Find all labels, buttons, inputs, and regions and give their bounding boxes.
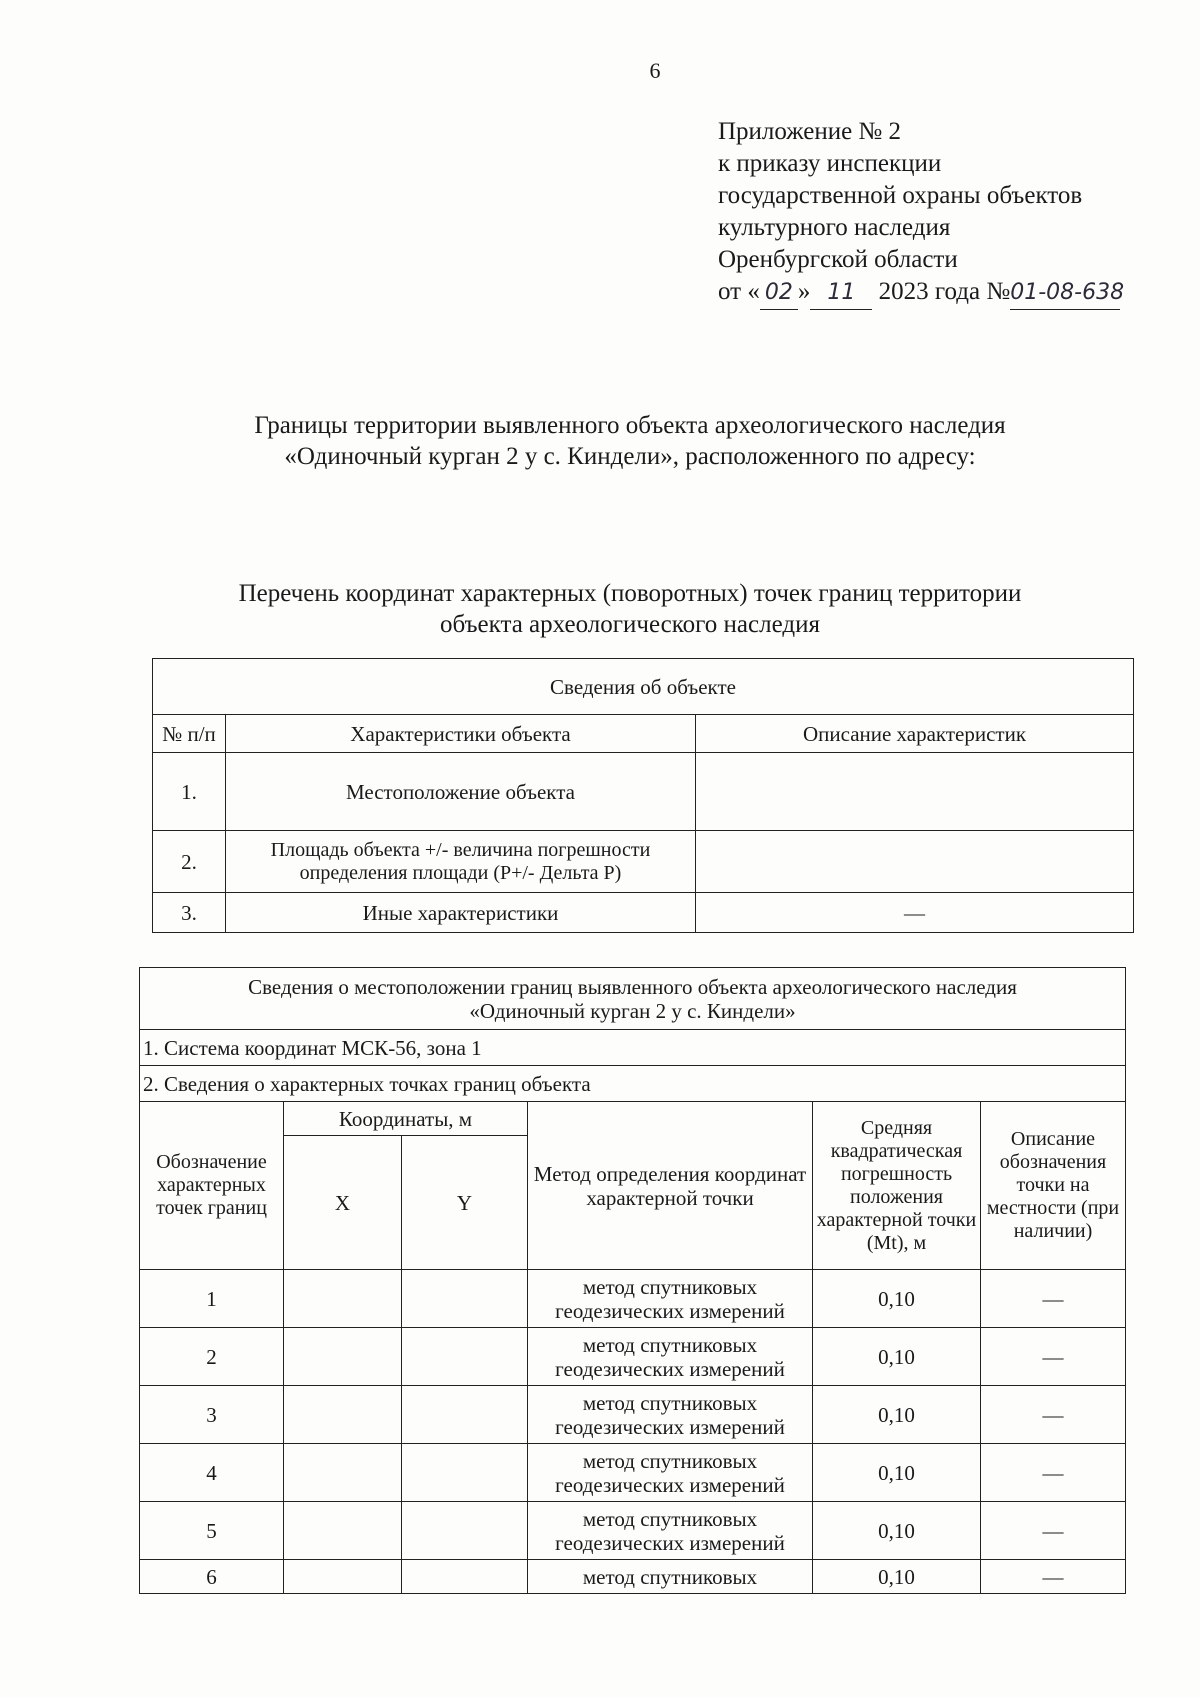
row-num: 2. (153, 831, 226, 893)
list-title-line: объекта археологического наследия (440, 611, 820, 638)
header-method: Метод определения координат характерной точки (528, 1102, 813, 1270)
point-description: — (981, 1270, 1126, 1328)
table-row (140, 1270, 1126, 1328)
point-error: 0,10 (813, 1270, 981, 1328)
row-desc (696, 831, 1134, 893)
point-id: 3 (140, 1386, 284, 1444)
object-info-table (152, 658, 1134, 933)
header-description: Описание характеристик (696, 715, 1134, 753)
point-description: — (981, 1444, 1126, 1502)
point-error: 0,10 (813, 1328, 981, 1386)
point-description: — (981, 1560, 1126, 1594)
document-title-line: «Одиночный курган 2 у с. Киндели», расположенного по адресу: (284, 443, 976, 470)
list-title-line: Перечень координат характерных (поворотных) точек границ территории (238, 580, 1022, 607)
location-table (139, 967, 1126, 1594)
point-id: 5 (140, 1502, 284, 1560)
table-row (140, 1386, 1126, 1444)
page-number: 6 (649, 58, 661, 83)
table-row (153, 893, 1134, 933)
point-method: метод спутниковых геодезических измерений (528, 1502, 813, 1560)
header-error: Средняя квадратическая погрешность положения характерной точки (Mt), м (813, 1102, 981, 1270)
appendix-line: к приказу инспекции (718, 150, 942, 177)
row-desc: — (696, 893, 1134, 933)
point-x (284, 1502, 402, 1560)
point-error: 0,10 (813, 1444, 981, 1502)
point-method: метод спутниковых геодезических измерений (528, 1386, 813, 1444)
point-x (284, 1270, 402, 1328)
row-name: Иные характеристики (226, 893, 696, 933)
point-method: метод спутниковых геодезических измерений (528, 1328, 813, 1386)
header-designation: Обозначение характерных точек границ (140, 1102, 284, 1270)
point-id: 6 (140, 1560, 284, 1594)
point-method: метод спутниковых геодезических измерений (528, 1270, 813, 1328)
table-row (140, 1560, 1126, 1594)
table-row (153, 753, 1134, 831)
point-y (402, 1444, 528, 1502)
header-y: Y (402, 1136, 528, 1270)
date-mid: » (797, 278, 811, 305)
point-y (402, 1270, 528, 1328)
caption-line: «Одиночный курган 2 у с. Киндели» (469, 998, 796, 1023)
header-num: № п/п (153, 715, 226, 753)
appendix-date-line (718, 276, 1178, 310)
row-name: Площадь объекта +/- величина погрешности определения площади (P+/- Дельта P) (226, 831, 696, 893)
header-x: X (284, 1136, 402, 1270)
table-row (140, 1328, 1126, 1386)
row-num: 3. (153, 893, 226, 933)
point-y (402, 1386, 528, 1444)
handwritten-day: 02 (760, 277, 798, 310)
row-desc (696, 753, 1134, 831)
header-characteristics: Характеристики объекта (226, 715, 696, 753)
coordinate-system: 1. Система координат МСК-56, зона 1 (140, 1030, 1126, 1066)
point-error: 0,10 (813, 1502, 981, 1560)
point-x (284, 1444, 402, 1502)
object-table-caption: Сведения об объекте (153, 659, 1134, 715)
point-error: 0,10 (813, 1386, 981, 1444)
document-title (150, 410, 1110, 472)
point-error: 0,10 (813, 1560, 981, 1594)
point-id: 2 (140, 1328, 284, 1386)
handwritten-order-number: 01-08-638 (1010, 277, 1120, 310)
point-description: — (981, 1502, 1126, 1560)
date-year: 2023 года № (872, 278, 1011, 305)
point-id: 1 (140, 1270, 284, 1328)
location-table-caption (140, 968, 1126, 1030)
row-num: 1. (153, 753, 226, 831)
point-method: метод спутниковых геодезических измерений (528, 1444, 813, 1502)
point-description: — (981, 1386, 1126, 1444)
table-row (140, 1502, 1126, 1560)
point-x (284, 1560, 402, 1594)
appendix-block (718, 116, 1178, 310)
header-coordinates: Координаты, м (284, 1102, 528, 1136)
table-row (140, 1444, 1126, 1502)
point-y (402, 1502, 528, 1560)
date-prefix: от « (718, 278, 760, 305)
point-y (402, 1328, 528, 1386)
appendix-line: Приложение № 2 (718, 118, 902, 145)
caption-line: Сведения о местоположении границ выявленного объекта археологического наследия (248, 974, 1017, 999)
appendix-line: государственной охраны объектов (718, 182, 1083, 209)
points-section-title: 2. Сведения о характерных точках границ объекта (140, 1066, 1126, 1102)
table-row (153, 831, 1134, 893)
header-point-description: Описание обозначения точки на местности (при наличии) (981, 1102, 1126, 1270)
point-id: 4 (140, 1444, 284, 1502)
list-title (150, 578, 1110, 640)
point-method: метод спутниковых (528, 1560, 813, 1594)
point-description: — (981, 1328, 1126, 1386)
point-x (284, 1386, 402, 1444)
point-x (284, 1328, 402, 1386)
document-title-line: Границы территории выявленного объекта археологического наследия (254, 412, 1006, 439)
handwritten-month: 11 (810, 277, 872, 310)
row-name: Местоположение объекта (226, 753, 696, 831)
point-y (402, 1560, 528, 1594)
appendix-line: культурного наследия (718, 214, 951, 241)
appendix-line: Оренбургской области (718, 246, 958, 273)
